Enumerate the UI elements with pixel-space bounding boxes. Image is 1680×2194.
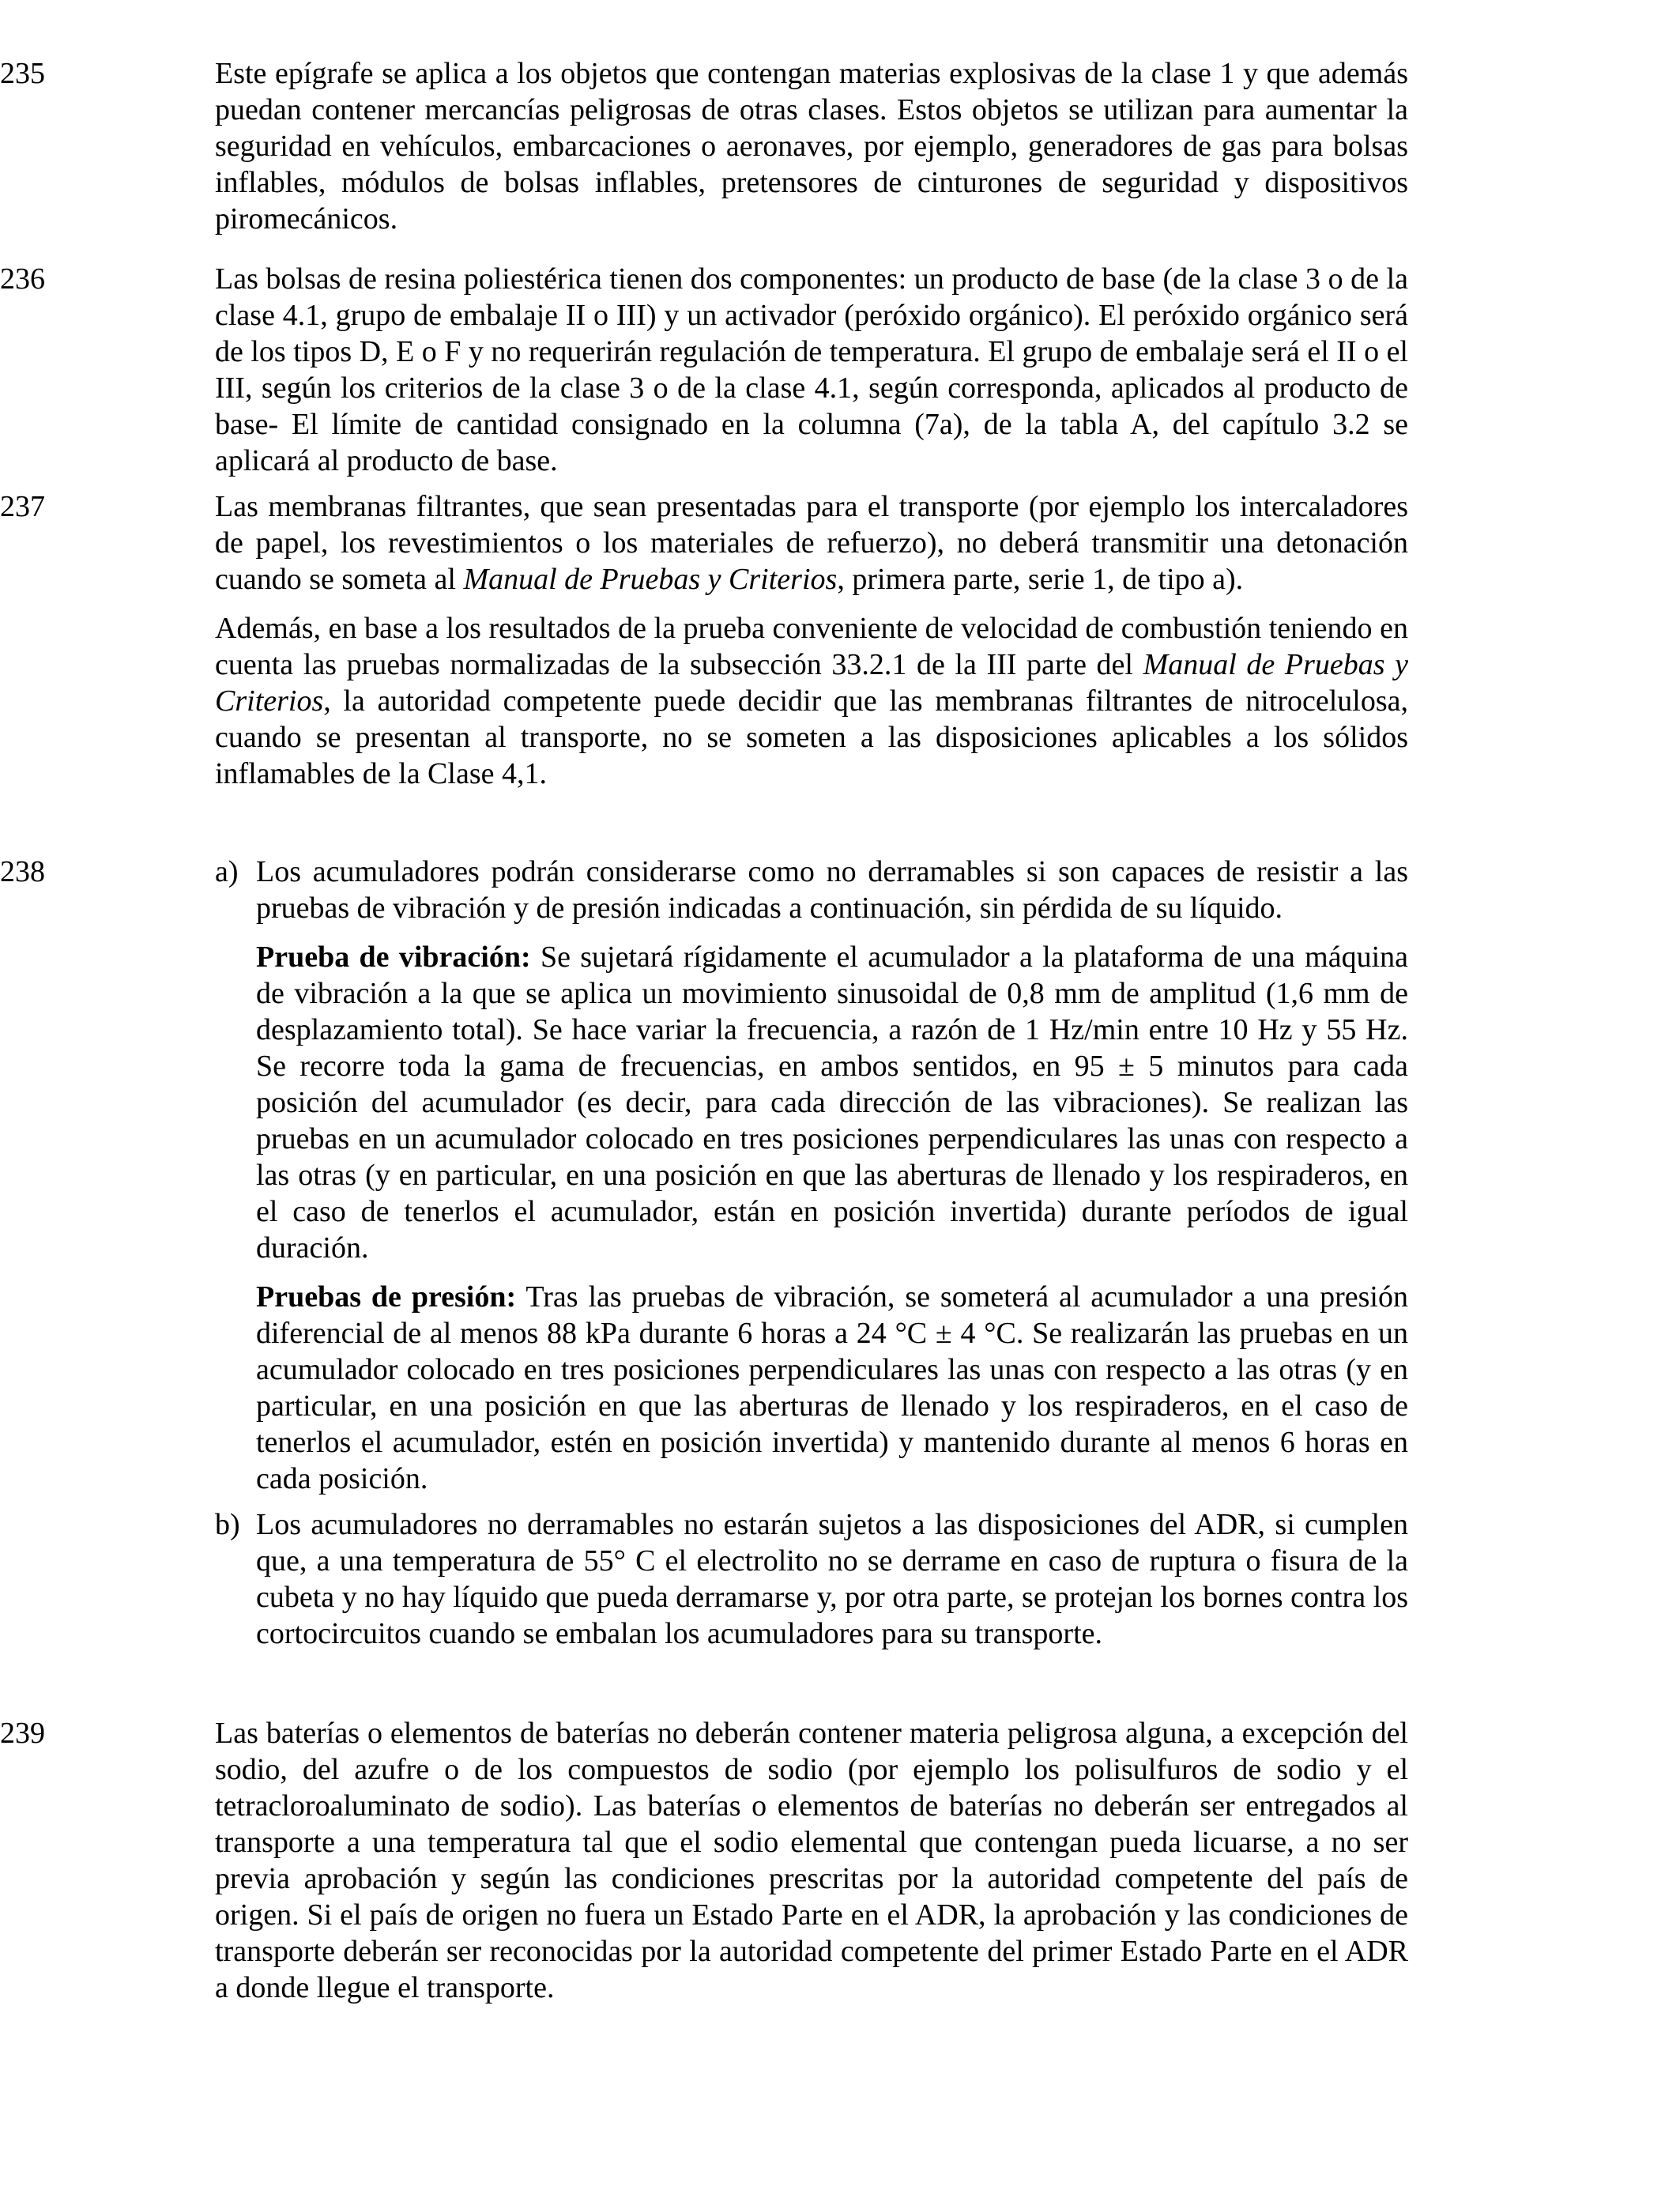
list-item-b (215, 1506, 1408, 1652)
list-item-label: a) (215, 855, 239, 888)
provision-paragraph (215, 610, 1408, 792)
text-run: Se sujetará rígidamente el acumulador a la plataforma de una máquina de vibración a la que se aplica un movimiento sinusoidal de 0,8 mm de amplitud (1,6 mm de desplazamiento total). Se hace variar la frecuencia, a razón de 1 Hz/min entre 10 Hz y 55 Hz. Se recorre toda la gama de frecuencias, en ambos sentidos, en 95 ± 5 minutos para cada posición del acumulador (es decir, para cada dirección de las vibraciones). Se realizan las pruebas en un acumulador colocado en tres posiciones perpendiculares las unas con respecto a las otras (y en particular, en una posición en que las aberturas de llenado y los respiraderos, en el caso de tenerlos el acumulador, están en posición invertida) durante períodos de igual duración. (256, 941, 1408, 1265)
list-item-intro: Los acumuladores podrán considerarse como no derramables si son capaces de resistir a las pruebas de vibración y de presión indicadas a continuación, sin pérdida de su líquido. (256, 855, 1408, 925)
list-item-text: Los acumuladores no derramables no estarán sujetos a las disposiciones del ADR, si cumplen que, a una temperatura de 55° C el electrolito no se derrame en caso de ruptura o fisura de la cubeta y no hay líquido que pueda derramarse y, por otra parte, se protejan los bornes contra los cortocircuitos cuando se embalan los acumuladores para su transporte. (256, 1508, 1408, 1650)
provision-number: 236 (0, 262, 45, 296)
provision-text: Este epígrafe se aplica a los objetos que contengan materias explosivas de la clase 1 y que además puedan contener mercancías peligrosas de otras clases. Estos objetos se utilizan para aumentar la seguridad en vehículos, embarcaciones o aeronaves, por ejemplo, generadores de gas para bolsas inflables, módulos de bolsas inflables, pretensores de cinturones de seguridad y dispositivos piromecánicos. (215, 57, 1408, 236)
text-run: , la autoridad competente puede decidir que las membranas filtrantes de nitrocelulosa, cuando se presentan al transporte, no se someten a las disposiciones aplicables a los sólidos inflamables de la Clase 4,1. (215, 684, 1408, 790)
provision-text: Las baterías o elementos de baterías no deberán contener materia peligrosa alguna, a excepción del sodio, del azufre o de los compuestos de sodio (por ejemplo los polisulfuros de sodio y el tetracloroaluminato de sodio). Las baterías o elementos de baterías no deberán ser entregados al transporte a una temperatura tal que el sodio elemental que contengan pueda licuarse, a no ser previa aprobación y según las condiciones prescritas por la autoridad competente del país de origen. Si el país de origen no fuera un Estado Parte en el ADR, la aprobación y las condiciones de transporte deberán ser reconocidas por la autoridad competente del primer Estado Parte en el ADR a donde llegue el transporte. (215, 1717, 1408, 2004)
provision-paragraph (215, 488, 1408, 598)
provision-238 (0, 854, 1408, 1652)
provision-235 (0, 55, 1408, 237)
text-run: Además, en base a los resultados de la prueba conveniente de velocidad de combustión teniendo en cuenta las pruebas normalizadas de la subsección 33.2.1 de la III parte del (215, 612, 1408, 681)
provision-number: 235 (0, 57, 45, 90)
provision-number: 237 (0, 490, 45, 523)
provision-number: 239 (0, 1717, 45, 1750)
provision-text: Las bolsas de resina poliestérica tienen dos componentes: un producto de base (de la clase 3 o de la clase 4.1, grupo de embalaje II o III) y un activador (peróxido orgánico). El peróxido orgánico será de los tipos D, E o F y no requerirán regulación de temperatura. El grupo de embalaje será el II o el III, según los criterios de la clase 3 o de la clase 4.1, según corresponda, aplicados al producto de base- El límite de cantidad consignado en la columna (7a), de la tabla A, del capítulo 3.2 se aplicará al producto de base. (215, 262, 1408, 477)
vibration-test-paragraph (256, 939, 1408, 1266)
list-item-a (215, 854, 1408, 1497)
text-run: Tras las pruebas de vibración, se someterá al acumulador a una presión diferencial de al menos 88 kPa durante 6 horas a 24 °C ± 4 °C. Se realizarán las pruebas en un acumulador colocado en tres posiciones perpendiculares las unas con respecto a las otras (y en particular, en una posición en que las aberturas de llenado y los respiraderos, en el caso de tenerlos el acumulador, estén en posición invertida) y mantenido durante al menos 6 horas en cada posición. (256, 1280, 1408, 1495)
pressure-test-paragraph (256, 1279, 1408, 1497)
section-heading: Pruebas de presión: (256, 1280, 517, 1314)
section-heading: Prueba de vibración: (256, 941, 531, 974)
provision-237 (0, 488, 1408, 792)
document-title: Manual de Pruebas y Criterios (463, 563, 838, 596)
text-run: , primera parte, serie 1, de tipo a). (837, 563, 1244, 596)
provision-number: 238 (0, 855, 45, 888)
text-run: Las membranas filtrantes, que sean presentadas para el transporte (por ejemplo los intercaladores de papel, los revestimientos o los materiales de refuerzo), no deberá transmitir una detonación cuando se someta al (215, 490, 1408, 596)
document-title: Manual de Pruebas y Criterios (215, 648, 1408, 718)
list-item-label: b) (215, 1508, 240, 1541)
provision-236 (0, 261, 1408, 479)
provision-239 (0, 1715, 1408, 2006)
